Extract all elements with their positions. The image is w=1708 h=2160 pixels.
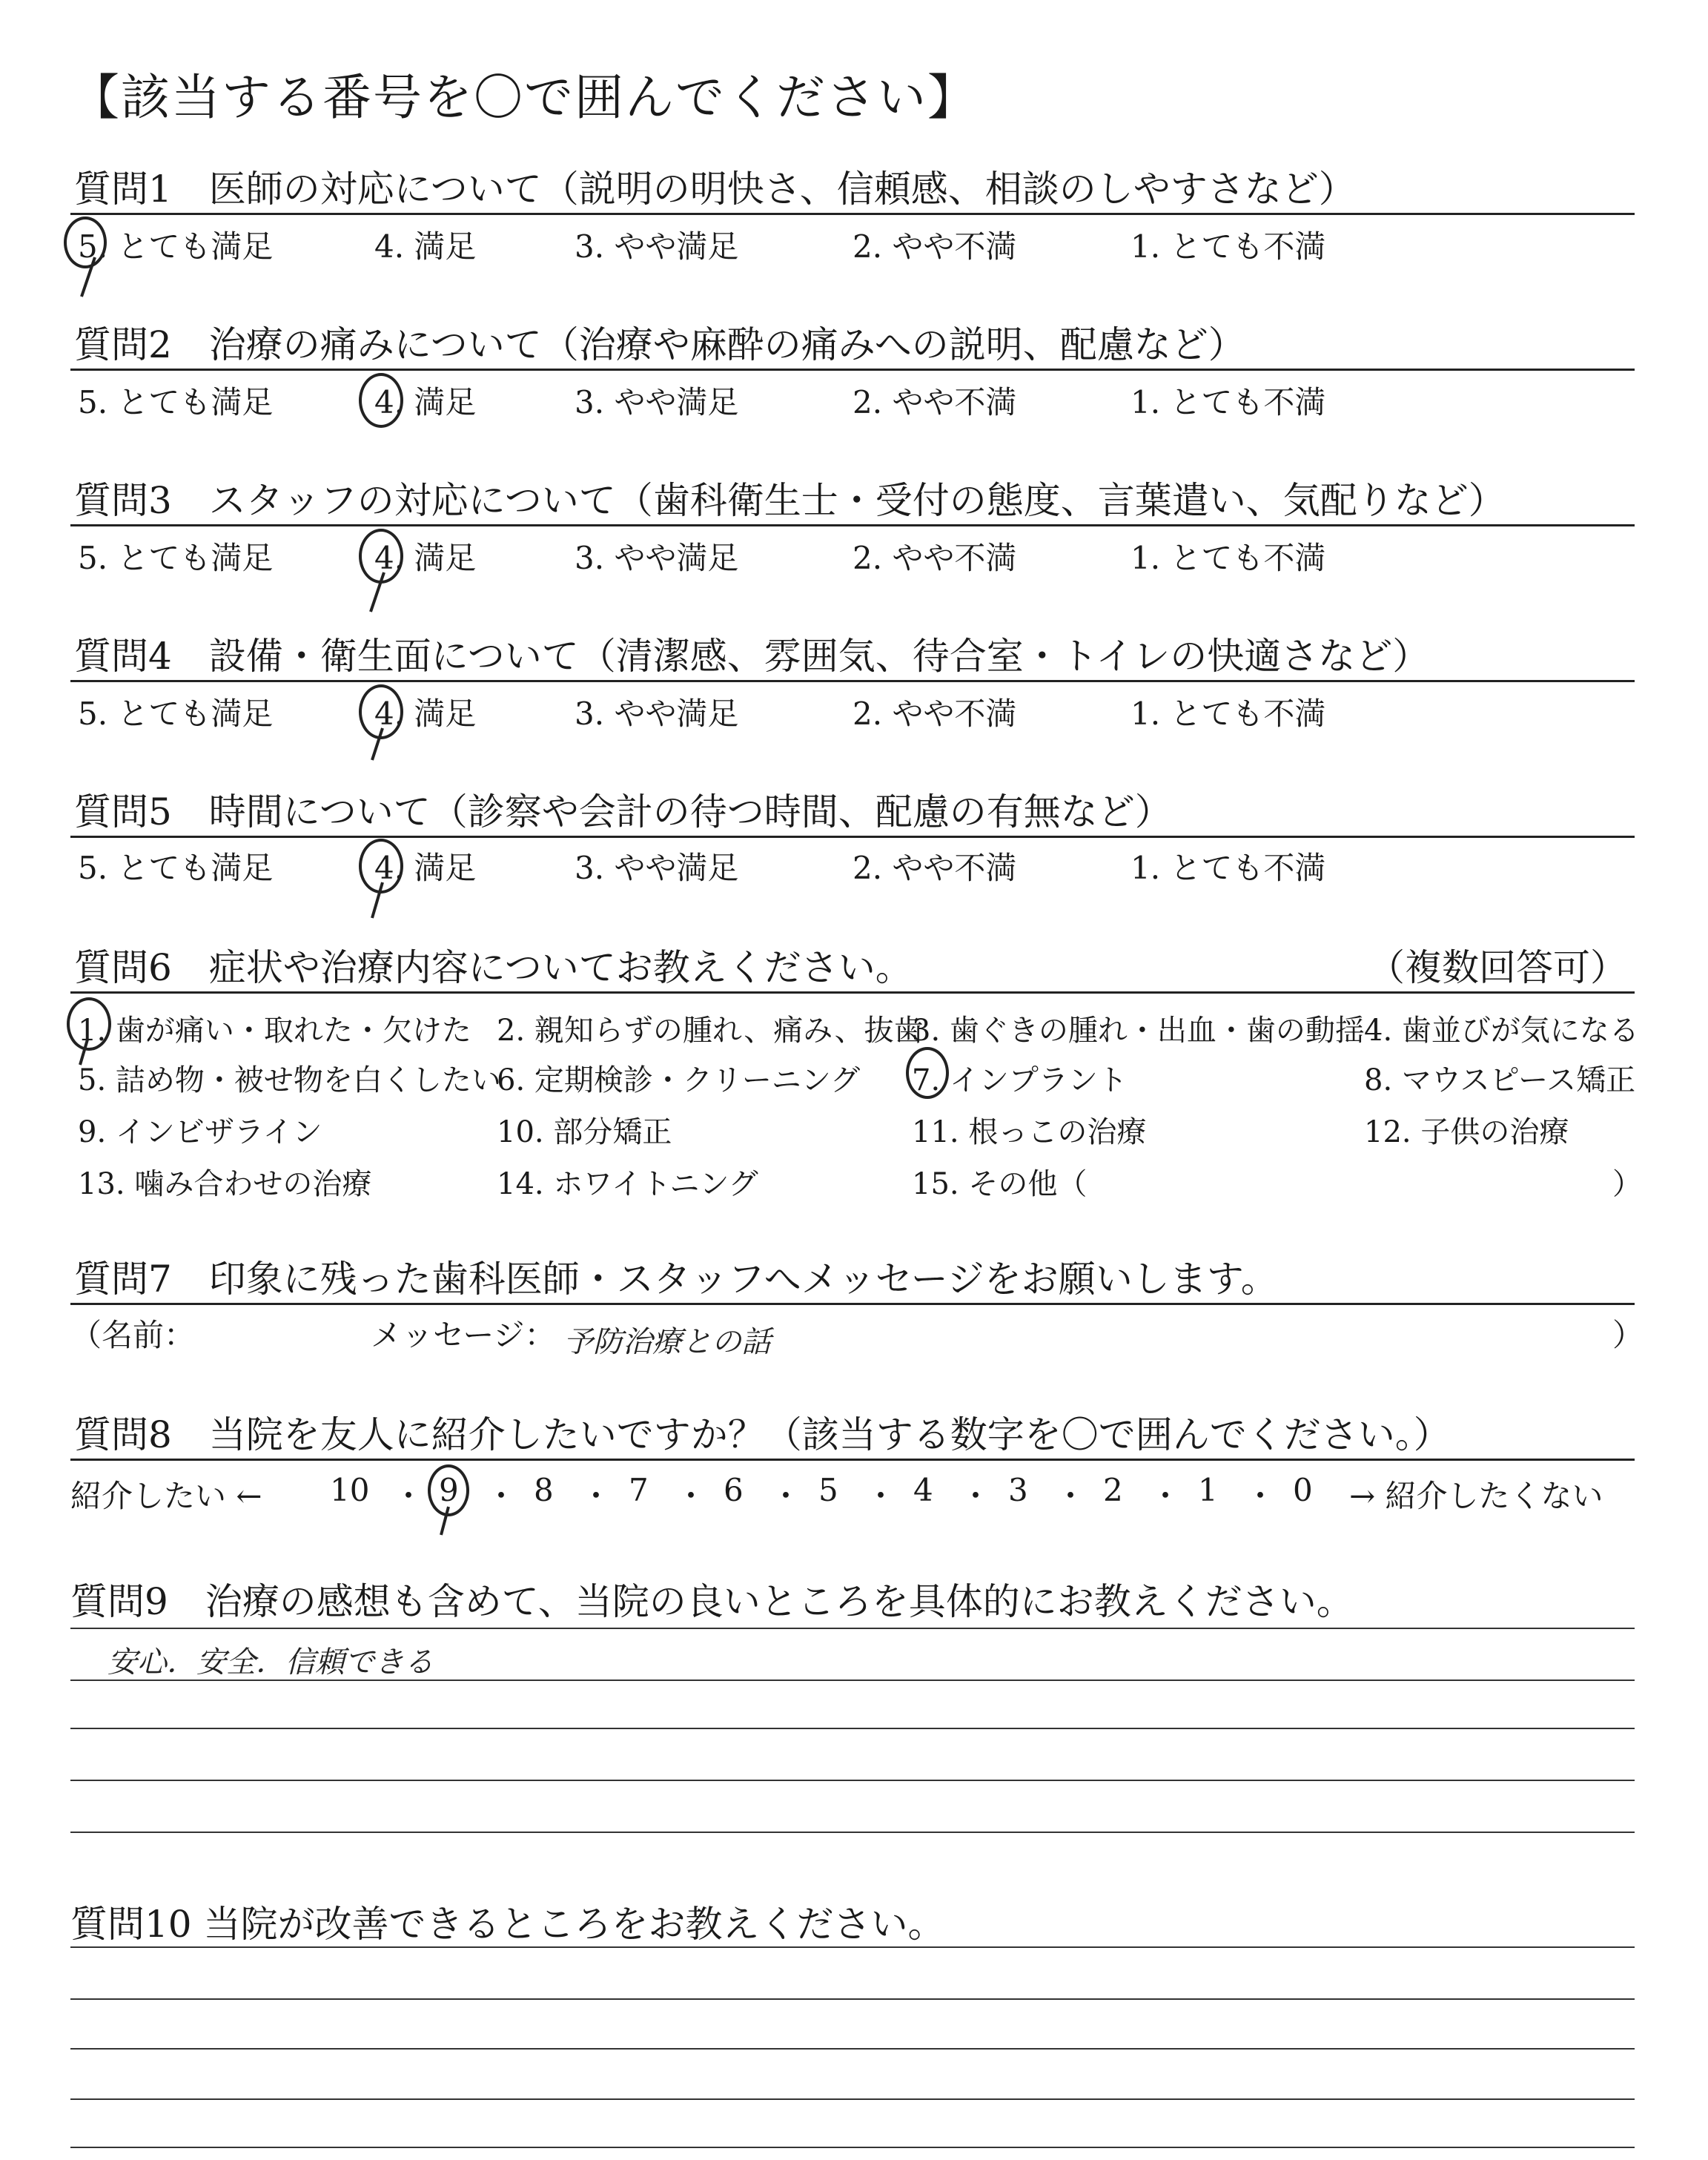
q9-line-4 <box>70 1780 1635 1781</box>
q8-scale-10[interactable]: 10 <box>330 1472 370 1508</box>
q8-dot: ・ <box>1055 1478 1087 1514</box>
question-5-rule <box>70 836 1635 838</box>
q2-option-2[interactable]: 2. やや不満 <box>853 384 1017 420</box>
q8-scale-6[interactable]: 6 <box>724 1472 744 1508</box>
q7-close: ） <box>1612 1317 1644 1353</box>
q6-option-2[interactable]: 2. 親知らずの腫れ、痛み、抜歯 <box>497 1014 924 1048</box>
q6-option-15[interactable]: 15. その他（ <box>912 1167 1088 1201</box>
q2-option-5[interactable]: 5. とても満足 <box>78 384 274 420</box>
q7-message-label: メッセージ： <box>371 1317 556 1353</box>
q1-selection-tail <box>74 256 104 300</box>
q5-option-5[interactable]: 5. とても満足 <box>78 850 274 886</box>
q6-option-4[interactable]: 4. 歯並びが気になる <box>1364 1014 1639 1048</box>
q8-dot: ・ <box>1150 1478 1182 1514</box>
question-4-title: 質問4 設備・衛生面について（清潔感、雰囲気、待合室・トイレの快適さなど） <box>74 635 1430 678</box>
q8-dot: ・ <box>393 1478 425 1514</box>
q3-selection-tail <box>363 571 393 615</box>
q8-scale-9[interactable]: 9 <box>439 1472 459 1508</box>
question-1-rule <box>70 213 1635 215</box>
q8-scale-0[interactable]: 0 <box>1293 1472 1313 1508</box>
question-7-rule <box>70 1303 1635 1305</box>
q4-option-4[interactable]: 4. 満足 <box>374 696 477 732</box>
q8-scale-7[interactable]: 7 <box>629 1472 649 1508</box>
q8-scale-2[interactable]: 2 <box>1103 1472 1123 1508</box>
q10-line-3 <box>70 2048 1635 2050</box>
question-9-title: 質問9 治療の感想も含めて、当院の良いところを具体的にお教えください。 <box>70 1580 1354 1623</box>
q8-scale-3[interactable]: 3 <box>1008 1472 1028 1508</box>
q3-option-3[interactable]: 3. やや満足 <box>575 540 739 576</box>
q9-line-5 <box>70 1832 1635 1833</box>
q2-option-3[interactable]: 3. やや満足 <box>575 384 739 420</box>
question-3-rule <box>70 524 1635 526</box>
page-title: 【該当する番号を〇で囲んでください】 <box>70 69 978 126</box>
q6-option-10[interactable]: 10. 部分矯正 <box>497 1115 672 1149</box>
q5-option-4[interactable]: 4. 満足 <box>374 850 477 886</box>
q9-answer[interactable]: 安心．安全．信頼できる <box>107 1645 434 1680</box>
q1-option-1[interactable]: 1. とても不満 <box>1131 228 1326 265</box>
q6-selection-tail-1 <box>73 1038 95 1068</box>
q4-option-2[interactable]: 2. やや不満 <box>853 696 1017 732</box>
q1-option-4[interactable]: 4. 満足 <box>374 228 477 265</box>
q4-option-1[interactable]: 1. とても不満 <box>1131 696 1326 732</box>
q7-message-value[interactable]: 予防治療との話 <box>563 1325 771 1359</box>
question-2-rule <box>70 369 1635 371</box>
q3-option-1[interactable]: 1. とても不満 <box>1131 540 1326 576</box>
q6-option-6[interactable]: 6. 定期検診・クリーニング <box>497 1063 861 1097</box>
q10-line-4 <box>70 2098 1635 2100</box>
question-2-title: 質問2 治療の痛みについて（治療や麻酔の痛みへの説明、配慮など） <box>74 323 1245 366</box>
q9-line-1 <box>70 1628 1635 1629</box>
q5-option-2[interactable]: 2. やや不満 <box>853 850 1017 886</box>
q1-option-5[interactable]: 5. とても満足 <box>78 228 274 265</box>
q8-dot: ・ <box>865 1478 897 1514</box>
q9-line-3 <box>70 1728 1635 1729</box>
question-5-title: 質問5 時間について（診察や会計の待つ時間、配慮の有無など） <box>74 790 1172 833</box>
q6-option-1[interactable]: 1. 歯が痛い・取れた・欠けた <box>78 1014 471 1048</box>
q8-scale-4[interactable]: 4 <box>913 1472 933 1508</box>
q8-left-label: 紹介したい ← <box>70 1478 262 1514</box>
q8-dot: ・ <box>1245 1478 1277 1514</box>
question-6-note: （複数回答可） <box>1368 946 1627 989</box>
q6-option-15-close: ） <box>1612 1167 1642 1201</box>
q8-dot: ・ <box>675 1478 707 1514</box>
q6-option-12[interactable]: 12. 子供の治療 <box>1364 1115 1569 1149</box>
q10-line-5 <box>70 2147 1635 2148</box>
q8-dot: ・ <box>486 1478 517 1514</box>
q3-option-4[interactable]: 4. 満足 <box>374 540 477 576</box>
q8-selection-tail <box>434 1505 456 1539</box>
q6-option-9[interactable]: 9. インビザライン <box>78 1115 322 1149</box>
q4-option-5[interactable]: 5. とても満足 <box>78 696 274 732</box>
question-4-rule <box>70 680 1635 682</box>
q8-scale-5[interactable]: 5 <box>818 1472 838 1508</box>
question-1-title: 質問1 医師の対応について（説明の明快さ、信頼感、相談のしやすさなど） <box>74 168 1356 211</box>
q6-option-13[interactable]: 13. 噛み合わせの治療 <box>78 1167 372 1201</box>
q6-option-14[interactable]: 14. ホワイトニング <box>497 1167 758 1201</box>
q8-dot: ・ <box>580 1478 612 1514</box>
q6-option-7[interactable]: 7. インプラント <box>912 1063 1128 1097</box>
q8-dot: ・ <box>770 1478 802 1514</box>
q5-option-3[interactable]: 3. やや満足 <box>575 850 739 886</box>
q6-option-8[interactable]: 8. マウスピース矯正 <box>1364 1063 1636 1097</box>
q10-line-1 <box>70 1946 1635 1948</box>
question-10-title: 質問10 当院が改善できるところをお教えください。 <box>70 1903 945 1946</box>
q2-option-4[interactable]: 4. 満足 <box>374 384 477 420</box>
q8-scale-8[interactable]: 8 <box>534 1472 554 1508</box>
q6-option-11[interactable]: 11. 根っこの治療 <box>912 1115 1147 1149</box>
q5-selection-tail <box>363 881 393 922</box>
question-3-title: 質問3 スタッフの対応について（歯科衛生士・受付の態度、言葉遣い、気配りなど） <box>74 479 1506 522</box>
question-8-rule <box>70 1459 1635 1461</box>
q3-option-5[interactable]: 5. とても満足 <box>78 540 274 576</box>
q5-option-1[interactable]: 1. とても不満 <box>1131 850 1326 886</box>
q3-option-2[interactable]: 2. やや不満 <box>853 540 1017 576</box>
q6-option-3[interactable]: 3. 歯ぐきの腫れ・出血・歯の動揺 <box>912 1014 1365 1048</box>
q6-option-5[interactable]: 5. 詰め物・被せ物を白くしたい <box>78 1063 501 1097</box>
question-6-title: 質問6 症状や治療内容についてお教えください。 <box>74 946 913 989</box>
q4-option-3[interactable]: 3. やや満足 <box>575 696 739 732</box>
q4-selection-tail <box>363 727 393 764</box>
q7-name-label: （名前： <box>70 1317 196 1353</box>
q9-line-2 <box>70 1680 1635 1681</box>
q2-option-1[interactable]: 1. とても不満 <box>1131 384 1326 420</box>
q10-line-2 <box>70 1998 1635 2000</box>
question-7-title: 質問7 印象に残った歯科医師・スタッフへメッセージをお願いします。 <box>74 1258 1278 1301</box>
question-6-rule <box>70 991 1635 994</box>
q8-scale-1[interactable]: 1 <box>1198 1472 1218 1508</box>
q1-option-3[interactable]: 3. やや満足 <box>575 228 739 265</box>
question-8-title: 質問8 当院を友人に紹介したいですか？（該当する数字を〇で囲んでください。） <box>74 1413 1451 1456</box>
q1-option-2[interactable]: 2. やや不満 <box>853 228 1017 265</box>
q8-right-label: → 紹介したくない <box>1349 1478 1603 1514</box>
q8-dot: ・ <box>960 1478 992 1514</box>
